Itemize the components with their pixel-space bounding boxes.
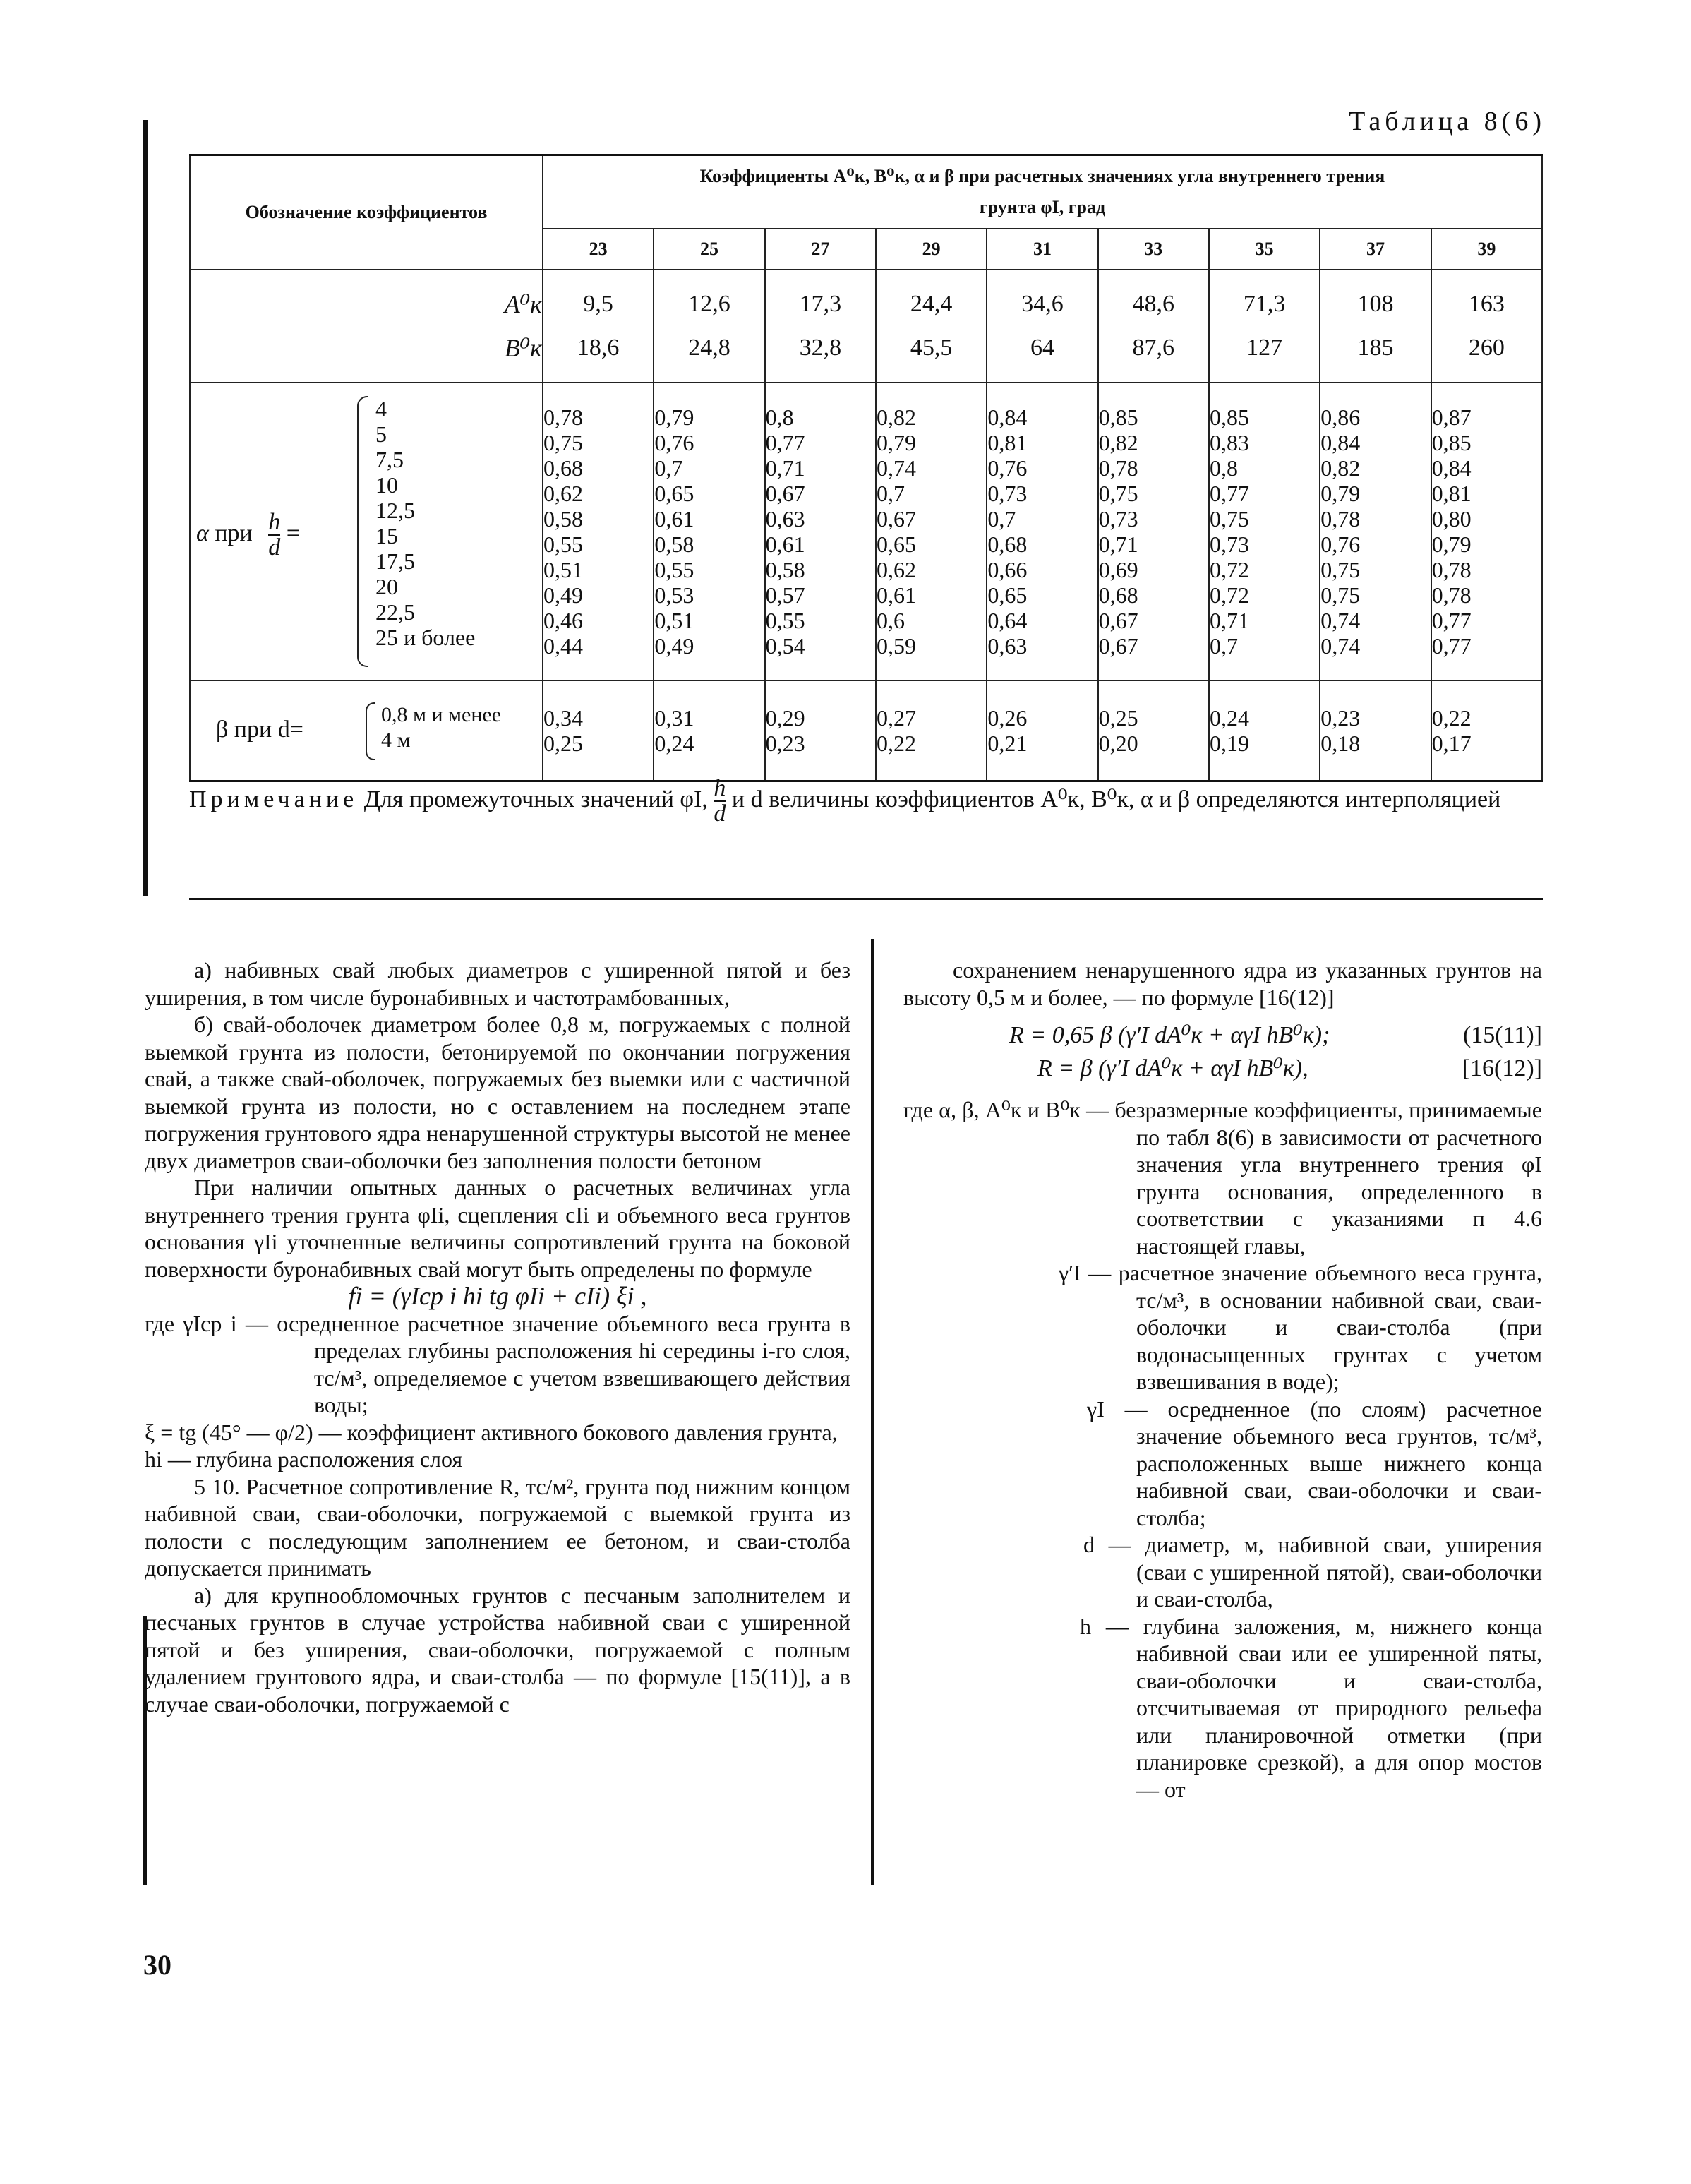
angle-header: 31 [987, 229, 1097, 270]
alpha-row [190, 383, 1542, 680]
alpha-value: 0,55 [765, 608, 805, 633]
note-word: Примечание [189, 786, 359, 812]
beta-value: 0,21 [987, 731, 1028, 756]
alpha-value: 0,59 [876, 633, 916, 659]
alpha-value: 0,71 [1098, 532, 1138, 557]
alpha-value: 0,84 [1431, 455, 1472, 481]
alpha-hd-value: 10 [375, 472, 398, 498]
alpha-value: 0,71 [765, 455, 805, 481]
alpha-value: 0,76 [1320, 532, 1361, 557]
definition-h: hi — глубина расположения слоя [145, 1446, 463, 1472]
alpha-column [654, 383, 764, 680]
ak-bk-row [190, 270, 1542, 383]
alpha-value: 0,51 [543, 557, 583, 582]
alpha-hd-value: 7,5 [375, 447, 404, 472]
alpha-value: 0,79 [1320, 481, 1361, 506]
ak-value: 12,6 [688, 291, 730, 317]
alpha-brace [357, 396, 368, 667]
alpha-hd-value: 20 [375, 574, 398, 599]
beta-value-stack [1210, 705, 1319, 756]
alpha-value: 0,77 [765, 430, 805, 455]
column-group-header-line1: Коэффициенты A⁰к, B⁰к, α и β при расчетных значениях угла внутреннего трения [699, 166, 1385, 186]
beta-label-cell [190, 680, 543, 781]
alpha-value: 0,73 [1209, 532, 1249, 557]
beta-value-stack [987, 705, 1097, 756]
paragraph-5-10: 5 10. Расчетное сопротивление R, тс/м², грунта под нижним концом набивной сваи, сваи-оболочки, погружаемой с выемкой грунта из полости с последующим заполнением ее бетоном, и сваи-столба допускается принимать [145, 1473, 850, 1580]
beta-value-stack [1320, 705, 1430, 756]
ak-bk-cell [1098, 270, 1209, 383]
beta-column [1209, 680, 1320, 781]
angle-header: 37 [1320, 229, 1431, 270]
ak-bk-cell [1431, 270, 1542, 383]
bk-value: 185 [1357, 335, 1394, 361]
beta-column [876, 680, 987, 781]
formula-16-label: [16(12)] [1462, 1055, 1542, 1081]
ak-value: 17,3 [799, 291, 842, 317]
bk-value: 45,5 [910, 335, 953, 361]
beta-d-value: 0,8 м и менее [381, 703, 502, 726]
h-over-d-fraction: $\frac{h}{d}$ [268, 509, 281, 560]
alpha-value-stack [1210, 404, 1319, 659]
bk-value: 87,6 [1132, 335, 1175, 361]
alpha-value: 0,8 [765, 404, 794, 430]
alpha-value-stack [766, 404, 875, 659]
alpha-value: 0,75 [543, 430, 583, 455]
beta-column [765, 680, 876, 781]
alpha-value: 0,75 [1098, 481, 1138, 506]
ak-label: A⁰к [504, 290, 542, 318]
formula-16-row [903, 1055, 1542, 1083]
alpha-value: 0,74 [876, 455, 916, 481]
alpha-column [1098, 383, 1209, 680]
formula-16: R = β (γ′I dA⁰к + αγI hB⁰к), [1037, 1055, 1308, 1081]
page-number: 30 [143, 1949, 171, 1981]
alpha-value: 0,85 [1098, 404, 1138, 430]
alpha-column [543, 383, 654, 680]
ak-bk-label-cell [190, 270, 543, 383]
bk-label: B⁰к [504, 334, 542, 362]
alpha-value: 0,86 [1320, 404, 1361, 430]
alpha-value: 0,76 [987, 455, 1028, 481]
alpha-value: 0,53 [654, 582, 694, 608]
alpha-value: 0,8 [1209, 455, 1238, 481]
alpha-value-stack [987, 404, 1097, 659]
paragraph-continuation: сохранением ненарушенного ядра из указанных грунтов на высоту 0,5 м и более, — по формуле [16(12)] [903, 957, 1542, 1010]
alpha-value: 0,82 [876, 404, 916, 430]
bk-value: 32,8 [799, 335, 842, 361]
alpha-value: 0,73 [1098, 506, 1138, 532]
alpha-hd-value: 25 и более [375, 625, 476, 650]
definition-h-depth: h — глубина заложения, м, нижнего конца набивной сваи или ее уширенной пяты, сваи-оболочки и сваи-столба, отсчитываемая от природного рельефа или планировочной отметки (при планировке срезкой), а для опор мостов — от [1080, 1613, 1542, 1802]
alpha-value: 0,49 [543, 582, 583, 608]
alpha-value: 0,78 [543, 404, 583, 430]
beta-brace [366, 702, 375, 760]
alpha-value: 0,75 [1320, 582, 1361, 608]
alpha-value: 0,51 [654, 608, 694, 633]
beta-value: 0,29 [765, 705, 805, 731]
coefficient-table [189, 154, 1543, 782]
alpha-value: 0,84 [987, 404, 1028, 430]
alpha-value: 0,55 [543, 532, 583, 557]
bk-value: 18,6 [577, 335, 620, 361]
alpha-value: 0,67 [1098, 608, 1138, 633]
alpha-value: 0,79 [1431, 532, 1472, 557]
ak-bk-cell [1320, 270, 1431, 383]
beta-value: 0,26 [987, 705, 1028, 731]
bk-value: 127 [1246, 335, 1283, 361]
alpha-value: 0,74 [1320, 608, 1361, 633]
alpha-value: 0,7 [876, 481, 905, 506]
beta-d-value: 4 м [381, 728, 411, 752]
beta-value: 0,31 [654, 705, 694, 731]
alpha-label-cell [190, 383, 543, 680]
alpha-value: 0,44 [543, 633, 583, 659]
beta-column [1320, 680, 1431, 781]
beta-label: β при d= [216, 716, 303, 743]
alpha-value: 0,75 [1320, 557, 1361, 582]
definition-d: d — диаметр, м, набивной сваи, уширения (сваи с уширенной пятой), сваи-оболочки и сваи-столба, [1083, 1532, 1542, 1612]
alpha-value: 0,78 [1431, 557, 1472, 582]
beta-value: 0,24 [654, 731, 694, 756]
beta-column [654, 680, 764, 781]
alpha-value: 0,81 [1431, 481, 1472, 506]
alpha-value-stack [1320, 404, 1430, 659]
alpha-value: 0,66 [987, 557, 1028, 582]
beta-value: 0,17 [1431, 731, 1472, 756]
alpha-hd-list [375, 396, 475, 650]
alpha-value-stack [1432, 404, 1541, 659]
alpha-value: 0,80 [1431, 506, 1472, 532]
alpha-hd-value: 12,5 [375, 498, 415, 523]
alpha-value: 0,68 [987, 532, 1028, 557]
beta-column [987, 680, 1097, 781]
alpha-value: 0,62 [876, 557, 916, 582]
alpha-value: 0,78 [1431, 582, 1472, 608]
alpha-value: 0,82 [1320, 455, 1361, 481]
ak-bk-cell [654, 270, 764, 383]
table-title: Таблица 8(6) [1349, 107, 1546, 136]
column-group-header [543, 155, 1542, 229]
alpha-value: 0,61 [654, 506, 694, 532]
alpha-value-stack [877, 404, 986, 659]
alpha-hd-value: 4 [375, 396, 387, 421]
table-note [189, 776, 1544, 826]
alpha-value: 0,49 [654, 633, 694, 659]
right-column [903, 956, 1542, 1803]
ak-value: 34,6 [1021, 291, 1064, 317]
ak-value: 163 [1468, 291, 1505, 317]
alpha-value: 0,6 [876, 608, 905, 633]
alpha-value: 0,67 [876, 506, 916, 532]
alpha-value: 0,85 [1209, 404, 1249, 430]
alpha-value: 0,79 [876, 430, 916, 455]
alpha-value: 0,87 [1431, 404, 1472, 430]
ak-bk-cell [765, 270, 876, 383]
ak-bk-cell [876, 270, 987, 383]
bk-value: 260 [1468, 335, 1505, 361]
alpha-value: 0,7 [1209, 633, 1238, 659]
paragraph-5-10-a: а) для крупнообломочных грунтов с песчаным заполнителем и песчаных грунтов в случае устройства набивной сваи с уширенной пятой и без уширения, сваи-оболочки, погружаемой с полным удалением грунтового ядра, и сваи-столба — по формуле [15(11)], а в случае сваи-оболочки, погружаемой с [145, 1582, 850, 1717]
alpha-value: 0,78 [1098, 455, 1138, 481]
alpha-value: 0,46 [543, 608, 583, 633]
alpha-value-stack [1099, 404, 1208, 659]
formula-f: fi = (γIср i hi tg φIi + cIi) ξi , [348, 1282, 647, 1310]
beta-column [1431, 680, 1542, 781]
beta-value-stack [766, 705, 875, 756]
beta-value: 0,34 [543, 705, 583, 731]
alpha-value: 0,55 [654, 557, 694, 582]
alpha-value: 0,83 [1209, 430, 1249, 455]
alpha-value: 0,58 [543, 506, 583, 532]
alpha-value: 0,67 [765, 481, 805, 506]
beta-value: 0,24 [1209, 705, 1249, 731]
beta-value: 0,23 [1320, 705, 1361, 731]
alpha-value: 0,75 [1209, 506, 1249, 532]
beta-d-list [381, 702, 501, 753]
alpha-hd-value: 5 [375, 421, 387, 447]
beta-value: 0,20 [1098, 731, 1138, 756]
note-frac-num: h [714, 775, 726, 801]
note-text-2: и d величины коэффициентов A⁰к, B⁰к, α и β определяются интерполяцией [731, 786, 1501, 812]
column-group-header-line2: грунта φI, град [979, 197, 1106, 217]
angle-header: 25 [654, 229, 764, 270]
alpha-value: 0,78 [1320, 506, 1361, 532]
alpha-value: 0,63 [765, 506, 805, 532]
ak-value: 24,4 [910, 291, 953, 317]
paragraph-experimental: При наличии опытных данных о расчетных величинах угла внутреннего трения грунта φIi, сцепления cIi и объемного веса грунтов основания γIi уточненные величины сопротивлений грунта на боковой поверхности буронабивных свай могут быть определены по формуле [145, 1175, 850, 1282]
center-column-rule [871, 939, 874, 1885]
beta-value: 0,19 [1209, 731, 1249, 756]
note-fraction [714, 776, 726, 826]
left-column [145, 956, 850, 1717]
alpha-value: 0,82 [1098, 430, 1138, 455]
ak-value: 108 [1357, 291, 1394, 317]
alpha-value: 0,61 [765, 532, 805, 557]
alpha-value: 0,7 [654, 455, 683, 481]
alpha-value: 0,71 [1209, 608, 1249, 633]
angle-header: 23 [543, 229, 654, 270]
alpha-value-stack [543, 404, 653, 659]
alpha-value: 0,68 [1098, 582, 1138, 608]
bk-value: 24,8 [688, 335, 730, 361]
beta-column [1098, 680, 1209, 781]
coefficient-table-frame [189, 154, 1543, 782]
alpha-hd-value: 17,5 [375, 548, 415, 574]
note-frac-den: d [714, 800, 726, 827]
beta-value: 0,22 [876, 731, 916, 756]
alpha-value: 0,58 [765, 557, 805, 582]
beta-value: 0,27 [876, 705, 916, 731]
ak-bk-cell [987, 270, 1097, 383]
alpha-value: 0,84 [1320, 430, 1361, 455]
alpha-value: 0,61 [876, 582, 916, 608]
beta-value: 0,22 [1431, 705, 1472, 731]
alpha-value: 0,69 [1098, 557, 1138, 582]
alpha-value: 0,62 [543, 481, 583, 506]
alpha-column [876, 383, 987, 680]
bk-value: 64 [1030, 335, 1054, 361]
alpha-value: 0,79 [654, 404, 694, 430]
beta-value: 0,23 [765, 731, 805, 756]
angle-header: 29 [876, 229, 987, 270]
alpha-value: 0,72 [1209, 582, 1249, 608]
note-text-1: Для промежуточных значений φI, [363, 786, 708, 812]
definition-gamma-cp: где γIср i — осредненное расчетное значение объемного веса грунта в пределах глубины расположения hi середины i-го слоя, тс/м³, определяемое с учетом взвешивающего действия воды; [145, 1310, 850, 1417]
angle-header: 35 [1209, 229, 1320, 270]
alpha-column [765, 383, 876, 680]
definition-coefficients: где α, β, A⁰к и B⁰к — безразмерные коэффициенты, принимаемые по табл 8(6) в зависимости от расчетного значения угла внутреннего трения φI грунта основания, определенного в соответствии с указаниями п 4.6 настоящей главы, [903, 1097, 1542, 1259]
ak-value: 71,3 [1243, 291, 1286, 317]
alpha-value: 0,57 [765, 582, 805, 608]
alpha-value: 0,81 [987, 430, 1028, 455]
beta-value: 0,25 [1098, 705, 1138, 731]
ak-bk-cell [543, 270, 654, 383]
alpha-label: α при $\frac{h}{d}$ = [196, 509, 300, 560]
definition-gamma-prime: γ′I — расчетное значение объемного веса грунта, тс/м³, в основании набивной сваи, сваи-оболочки и сваи-столба (при водонасыщенных грунтах с учетом взвешивания в воде); [1059, 1260, 1542, 1394]
alpha-hd-value: 15 [375, 523, 398, 548]
beta-value-stack [543, 705, 653, 756]
alpha-value: 0,63 [987, 633, 1028, 659]
alpha-value: 0,7 [987, 506, 1016, 532]
alpha-value: 0,76 [654, 430, 694, 455]
alpha-column [1431, 383, 1542, 680]
alpha-column [987, 383, 1097, 680]
alpha-value: 0,77 [1209, 481, 1249, 506]
ak-value: 9,5 [583, 291, 613, 317]
beta-value-stack [654, 705, 764, 756]
ak-value: 48,6 [1132, 291, 1175, 317]
alpha-value: 0,72 [1209, 557, 1249, 582]
alpha-value: 0,54 [765, 633, 805, 659]
ak-bk-cell [1209, 270, 1320, 383]
alpha-value: 0,64 [987, 608, 1028, 633]
alpha-value: 0,77 [1431, 608, 1472, 633]
alpha-column [1320, 383, 1431, 680]
beta-value-stack [877, 705, 986, 756]
formula-15-label: (15(11)] [1462, 1022, 1542, 1048]
alpha-value: 0,65 [987, 582, 1028, 608]
beta-row [190, 680, 1542, 781]
alpha-value: 0,58 [654, 532, 694, 557]
formula-15-row [903, 1022, 1542, 1050]
alpha-value: 0,74 [1320, 633, 1361, 659]
angle-header: 27 [765, 229, 876, 270]
alpha-value: 0,85 [1431, 430, 1472, 455]
alpha-value: 0,67 [1098, 633, 1138, 659]
alpha-value: 0,73 [987, 481, 1028, 506]
alpha-value-stack [654, 404, 764, 659]
note-rule [189, 898, 1543, 900]
left-margin-rule-table [143, 120, 148, 896]
row-header: Обозначение коэффициентов [190, 155, 543, 270]
angle-header: 39 [1431, 229, 1542, 270]
definition-xi: ξ = tg (45° — φ/2) — коэффициент активного бокового давления грунта, [145, 1419, 838, 1445]
beta-value-stack [1099, 705, 1208, 756]
beta-value: 0,25 [543, 731, 583, 756]
alpha-value: 0,65 [654, 481, 694, 506]
beta-value: 0,18 [1320, 731, 1361, 756]
definition-gamma-i: γI — осредненное (по слоям) расчетное значение объемного веса грунтов, тс/м³, расположенных выше нижнего конца набивной сваи, сваи-оболочки и сваи-столба; [1087, 1396, 1542, 1530]
alpha-value: 0,77 [1431, 633, 1472, 659]
angle-header: 33 [1098, 229, 1209, 270]
paragraph-b: б) свай-оболочек диаметром более 0,8 м, погружаемых с полной выемкой грунта из полости, бетонируемой по окончании погружения свай, а также свай-оболочек, погружаемых без выемки или с частичной выемкой грунта из полости, но с оставлением на последнем этапе погружения грунтового ядра ненарушенной структуры высотой не менее двух диаметров сваи-оболочки без заполнения полости бетоном [145, 1012, 850, 1173]
alpha-value: 0,68 [543, 455, 583, 481]
alpha-hd-value: 22,5 [375, 599, 415, 625]
formula-15: R = 0,65 β (γ′I dA⁰к + αγI hB⁰к); [1009, 1022, 1330, 1048]
alpha-value: 0,65 [876, 532, 916, 557]
beta-column [543, 680, 654, 781]
paragraph-a: а) набивных свай любых диаметров с уширенной пятой и без уширения, в том числе буронабивных и частотрамбованных, [145, 957, 850, 1010]
alpha-column [1209, 383, 1320, 680]
beta-value-stack [1432, 705, 1541, 756]
